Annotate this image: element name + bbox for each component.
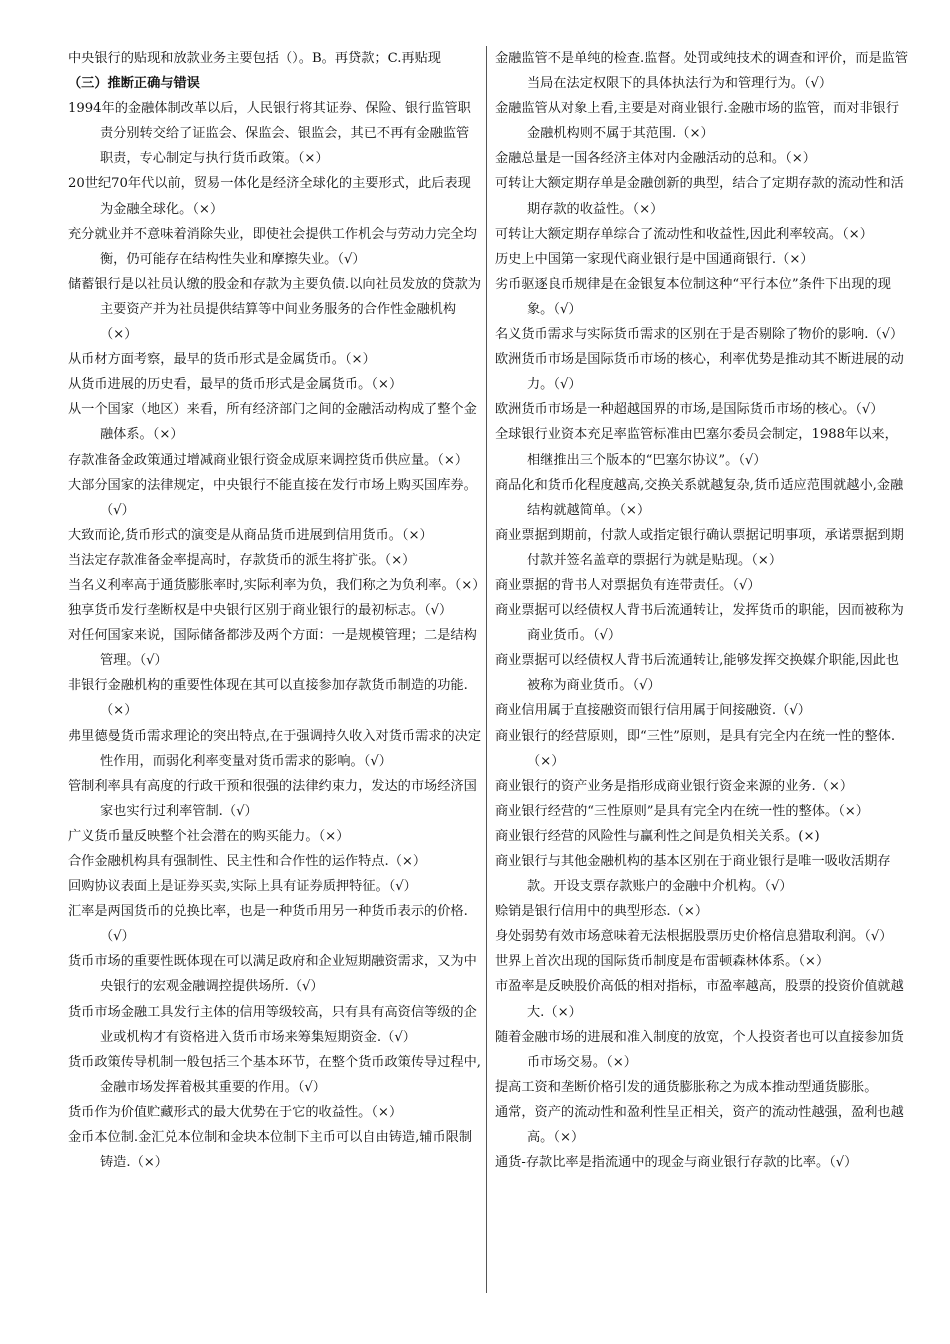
question-item: 欧洲货币市场是一种超越国界的市场,是国际货币市场的核心。（√） [495,402,884,418]
question-item: 非银行金融机构的重要性体现在其可以直接参加存款货币制造的功能.（×） [68,678,468,719]
question-item: 独享货币发行垄断权是中央银行区别于商业银行的最初标志。（√） [68,603,453,619]
question-item: 汇率是两国货币的兑换比率，也是一种货币用另一种货币表示的价格.（√） [68,904,468,945]
question-item: 历史上中国第一家现代商业银行是中国通商银行.（×） [495,251,814,267]
question-item: 当名义利率高于通货膨胀率时,实际利率为负，我们称之为负利率。（×） [68,577,486,593]
question-item: 管制利率具有高度的行政干预和很强的法律约束力，发达的市场经济国家也实行过利率管制.（√） [68,778,477,819]
question-item: 通常，资产的流动性和盈利性呈正相关，资产的流动性越强，盈利也越高。（×） [495,1104,904,1146]
question-item: 商品化和货币化程度越高,交换关系就越复杂,货币适应范围就越小,金融结构就越简单。（×） [495,477,904,518]
question-item: 提高工资和垄断价格引发的通货膨胀称之为成本推动型通货膨胀。 [495,1079,878,1095]
question-item: 从币材方面考察，最早的货币形式是金属货币。（×） [68,352,376,368]
question-item: 商业票据到期前，付款人或指定银行确认票据记明事项，承诺票据到期付款并签名盖章的票据行为就是贴现。（×） [495,527,904,568]
question-item: 商业票据的背书人对票据负有连带责任。（√） [495,577,761,593]
question-item: 储蓄银行是以社员认缴的股金和存款为主要负债.以向社员发放的贷款为主要资产并为社员提供结算等中间业务服务的合作性金融机构（×） [68,276,482,343]
question-item: 通货-存款比率是指流通中的现金与商业银行存款的比率。（√） [495,1155,858,1171]
question-item: 大致而论,货币形式的演变是从商品货币进展到信用货币。（×） [68,527,433,543]
question-item: 当法定存款准备金率提高时，存款货币的派生将扩张。（×） [68,552,416,568]
question-item: 世界上首次出现的国际货币制度是布雷顿森林体系。（×） [495,954,830,970]
question-item: 货币政策传导机制一般包括三个基本环节，在整个货币政策传导过程中,金融市场发挥着极其重要的作用。（√） [68,1054,482,1095]
question-item: 可转让大额定期存单是金融创新的典型，结合了定期存款的流动性和活期存款的收益性。（×） [495,176,904,217]
left-item-list [68,96,486,1175]
question-item: 欧洲货币市场是国际货币市场的核心，利率优势是推动其不断进展的动力。（√） [495,352,904,393]
question-item: 金融总量是一国各经济主体对内金融活动的总和。（×） [495,151,816,167]
question-item: 劣币驱逐良币规律是在金银复本位制这种“平行本位”条件下出现的现象。（√） [495,276,891,317]
question-item: 1994年的金融体制改革以后，人民银行将其证券、保险、银行监管职责分别转交给了证监会、保监会、银监会，其已不再有金融监管职责，专心制定与执行货币政策。（×） [68,101,471,167]
question-item: 商业银行的经营原则，即“三性”原则，是具有完全内在统一性的整体.（×） [495,728,896,769]
question-item: 商业银行与其他金融机构的基本区别在于商业银行是唯一吸收活期存款。开设支票存款账户的金融中介机构。（√） [495,854,891,895]
section-heading: （三）推断正确与错误 [68,76,200,92]
question-item: 商业银行经营的风险性与赢利性之间是负相关关系。(×) [495,828,820,844]
question-item: 合作金融机构具有强制性、民主性和合作性的运作特点.（×） [68,854,427,869]
question-item: 从货币进展的历史看，最早的货币形式是金属货币。（×） [68,377,403,393]
question-item: 存款准备金政策通过增减商业银行资金成原来调控货币供应量。（×） [68,452,469,468]
question-item: 商业票据可以经债权人背书后流通转让,能够发挥交换媒介职能,因此也被称为商业货币。（√） [495,653,900,694]
question-item: 商业票据可以经债权人背书后流通转让，发挥货币的职能，因而被称为商业货币。（√） [495,603,904,644]
question-item: 随着金融市场的进展和准入制度的放宽，个人投资者也可以直接参加货币市场交易。（×） [495,1029,904,1070]
question-item: 全球银行业资本充足率监管标准由巴塞尔委员会制定，1988年以来，相继推出三个版本的“巴塞尔协议”。（√） [495,427,898,468]
question-item: 货币市场金融工具发行主体的信用等级较高，只有具有高资信等级的企业或机构才有资格进入货币市场来筹集短期资金.（√） [68,1004,477,1045]
intro-line: 中央银行的贴现和放款业务主要包括（）。B。再贷款；C.再贴现 [68,51,441,66]
question-item: 市盈率是反映股价高低的相对指标，市盈率越高，股票的投资价值就越大.（×） [495,979,904,1020]
question-item: 20世纪70年代以前，贸易一体化是经济全球化的主要形式，此后表现为金融全球化。（×） [68,176,471,217]
question-item: 名义货币需求与实际货币需求的区别在于是否剔除了物价的影响.（√） [495,327,904,343]
question-item: 货币作为价值贮藏形式的最大优势在于它的收益性。（×） [68,1104,403,1120]
question-item: 可转让大额定期存单综合了流动性和收益性,因此利率较高。（×） [495,226,873,242]
question-item: 从一个国家（地区）来看，所有经济部门之间的金融活动构成了整个金融体系。（×） [68,402,477,443]
right-item-list [495,46,909,1175]
right-column [495,46,909,1175]
left-column [68,46,486,1175]
question-item: 金融监管不是单纯的检查.监督。处罚或纯技术的调查和评价，而是监管当局在法定权限下的具体执法行为和管理行为。（√） [495,51,909,92]
question-item: 金币本位制.金汇兑本位制和金块本位制下主币可以自由铸造,辅币限制铸造.（×） [68,1130,473,1171]
question-item: 金融监管从对象上看,主要是对商业银行.金融市场的监管，而对非银行金融机构则不属于其范围.（×） [495,101,900,142]
question-item: 身处弱势有效市场意味着无法根据股票历史价格信息猎取利润。（√） [495,929,893,945]
question-item: 充分就业并不意味着消除失业，即使社会提供工作机会与劳动力完全均衡，仍可能存在结构性失业和摩擦失业。（√） [68,226,477,267]
question-item: 商业银行经营的“三性原则”是具有完全内在统一性的整体。（×） [495,803,869,819]
question-item: 回购协议表面上是证券买卖,实际上具有证券质押特征。（√） [68,879,417,895]
column-divider [486,46,487,1293]
question-item: 对任何国家来说，国际储备都涉及两个方面：一是规模管理；二是结构管理。（√） [68,628,477,669]
question-item: 广义货币量反映整个社会潜在的购买能力。（×） [68,828,350,844]
question-item: 商业信用属于直接融资而银行信用属于间接融资.（√） [495,703,811,719]
question-item: 货币市场的重要性既体现在可以满足政府和企业短期融资需求，又为中央银行的宏观金融调控提供场所.（√） [68,954,477,995]
question-item: 赊销是银行信用中的典型形态.（×） [495,904,709,920]
question-item: 弗里德曼货币需求理论的突出特点,在于强调持久收入对货币需求的决定性作用，而弱化利率变量对货币需求的影响。（√） [68,728,482,769]
question-item: 大部分国家的法律规定，中央银行不能直接在发行市场上购买国库券。（√） [68,477,477,518]
question-item: 商业银行的资产业务是指形成商业银行资金来源的业务.（×） [495,778,854,794]
